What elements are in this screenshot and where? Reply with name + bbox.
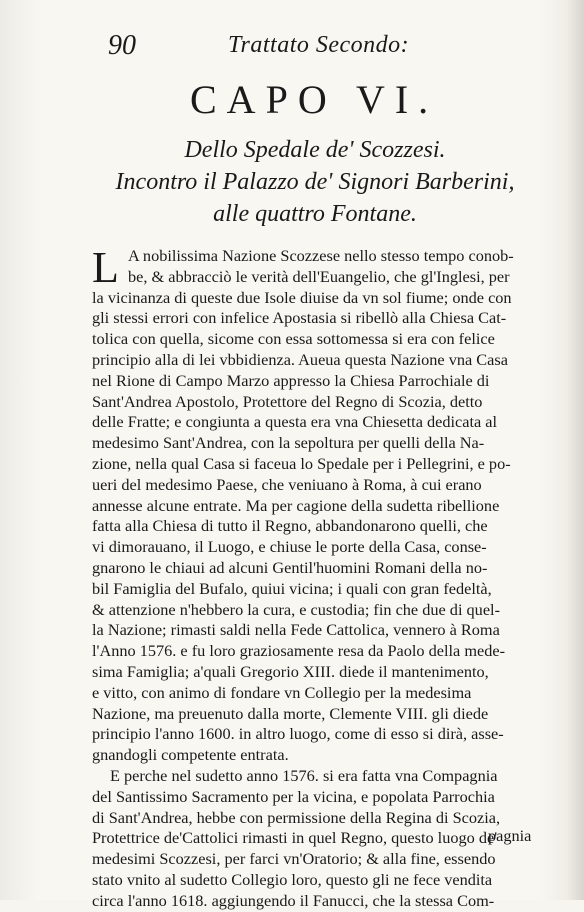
text-line: tolica con quella, sicome con essa sottomessa si era con felice bbox=[92, 329, 495, 349]
page-header bbox=[108, 30, 538, 62]
body-text bbox=[92, 243, 542, 912]
text-line: del Santissimo Sacramento per la vicina, e popolata Parrochia bbox=[92, 786, 495, 806]
text-line: stato vnito al sudetto Collegio loro, questo gli ne fece vendita bbox=[92, 869, 493, 889]
text-line: Protettrice de'Cattolici rimasti in quel Regno, questo luogo de' bbox=[92, 828, 498, 848]
running-title: Trattato Secondo: bbox=[228, 32, 410, 58]
text-line: principio alla di lei vbbidienza. Aueua questa Nazione vna Casa bbox=[92, 349, 508, 369]
drop-cap: L bbox=[92, 243, 119, 292]
text-line: gnandogli competente entrata. bbox=[92, 745, 289, 765]
chapter-subtitle-line: Dello Spedale de' Scozzesi. bbox=[184, 137, 446, 163]
text-line: & attenzione n'hebbero la cura, e custodia; fin che due di quel- bbox=[92, 599, 500, 619]
text-line: Nazione, ma preuenuto dalla morte, Clemente VIII. gli diede bbox=[92, 703, 489, 723]
text-line: zione, nella qual Casa si faceua lo Spedale per i Pellegrini, e po- bbox=[92, 453, 511, 473]
text-line: Sant'Andrea Apostolo, Protettore del Regno di Scozia, detto bbox=[92, 391, 483, 411]
page-edge-shadow bbox=[566, 0, 584, 900]
text-line: ueri del medesimo Paese, che veniuano à Roma, à cui erano bbox=[92, 474, 482, 494]
text-line: bil Famiglia del Bufalo, quiui vicina; i quali con gran fedeltà, bbox=[92, 578, 492, 598]
text-line: circa l'anno 1618. aggiungendo il Fanucci, che la stessa Com- bbox=[92, 890, 495, 910]
text-line: medesimo Sant'Andrea, con la sepoltura per quelli della Na- bbox=[92, 433, 485, 453]
chapter-title: CAPO VI. bbox=[190, 77, 439, 122]
text-line: vi dimorauano, il Luogo, e chiuse le porte della Casa, conse- bbox=[92, 537, 487, 557]
text-line: fatta alla Chiesa di tutto il Regno, abbandonarono quelli, che bbox=[92, 516, 488, 536]
text-line: principio l'anno 1600. in altro luogo, come di esso si dirà, asse- bbox=[92, 724, 504, 744]
text-line: sima Famiglia; a'quali Gregorio XIII. diede il mantenimento, bbox=[92, 661, 489, 681]
text-line: gnarono le chiaui ad alcuni Gentil'huomini Romani della no- bbox=[92, 557, 488, 577]
text-line: annesse alcune entrate. Ma per cagione della sudetta ribellione bbox=[92, 495, 500, 515]
text-line: delle Fratte; e congiunta a questa era vna Chiesetta dedicata al bbox=[92, 412, 498, 432]
catchword: pagnia bbox=[488, 826, 532, 845]
text-line: be, & abbracciò le verità dell'Euangelio, che gl'Inglesi, per bbox=[128, 266, 510, 286]
page-number: 90 bbox=[108, 30, 136, 61]
text-line: E perche nel sudetto anno 1576. si era fatta vna Compagnia bbox=[110, 765, 498, 785]
chapter-subtitle-line: alle quattro Fontane. bbox=[213, 201, 417, 227]
text-line: gli stessi errori con infelice Apostasia si ribellò alla Chiesa Cat- bbox=[92, 308, 507, 328]
text-line: la vicinanza di queste due Isole diuise da vn sol fiume; onde con bbox=[92, 287, 512, 307]
text-line: l'Anno 1576. e fu loro graziosamente resa da Paolo della mede- bbox=[92, 641, 505, 661]
text-line: e vitto, con animo di fondare vn Collegio per la medesima bbox=[92, 682, 472, 702]
chapter-subtitle-line: Incontro il Palazzo de' Signori Barberini, bbox=[115, 169, 515, 195]
text-line: di Sant'Andrea, hebbe con permissione della Regina di Scozia, bbox=[92, 807, 501, 827]
text-line: nel Rione di Campo Marzo appresso la Chiesa Parrochiale di bbox=[92, 370, 490, 390]
text-line: la Nazione; rimasti saldi nella Fede Cattolica, vennero à Roma bbox=[92, 620, 500, 640]
text-line: medesimi Scozzesi, per farci vn'Oratorio; & alla fine, essendo bbox=[92, 849, 496, 869]
text-line: A nobilissima Nazione Scozzese nello stesso tempo conob- bbox=[128, 246, 514, 265]
